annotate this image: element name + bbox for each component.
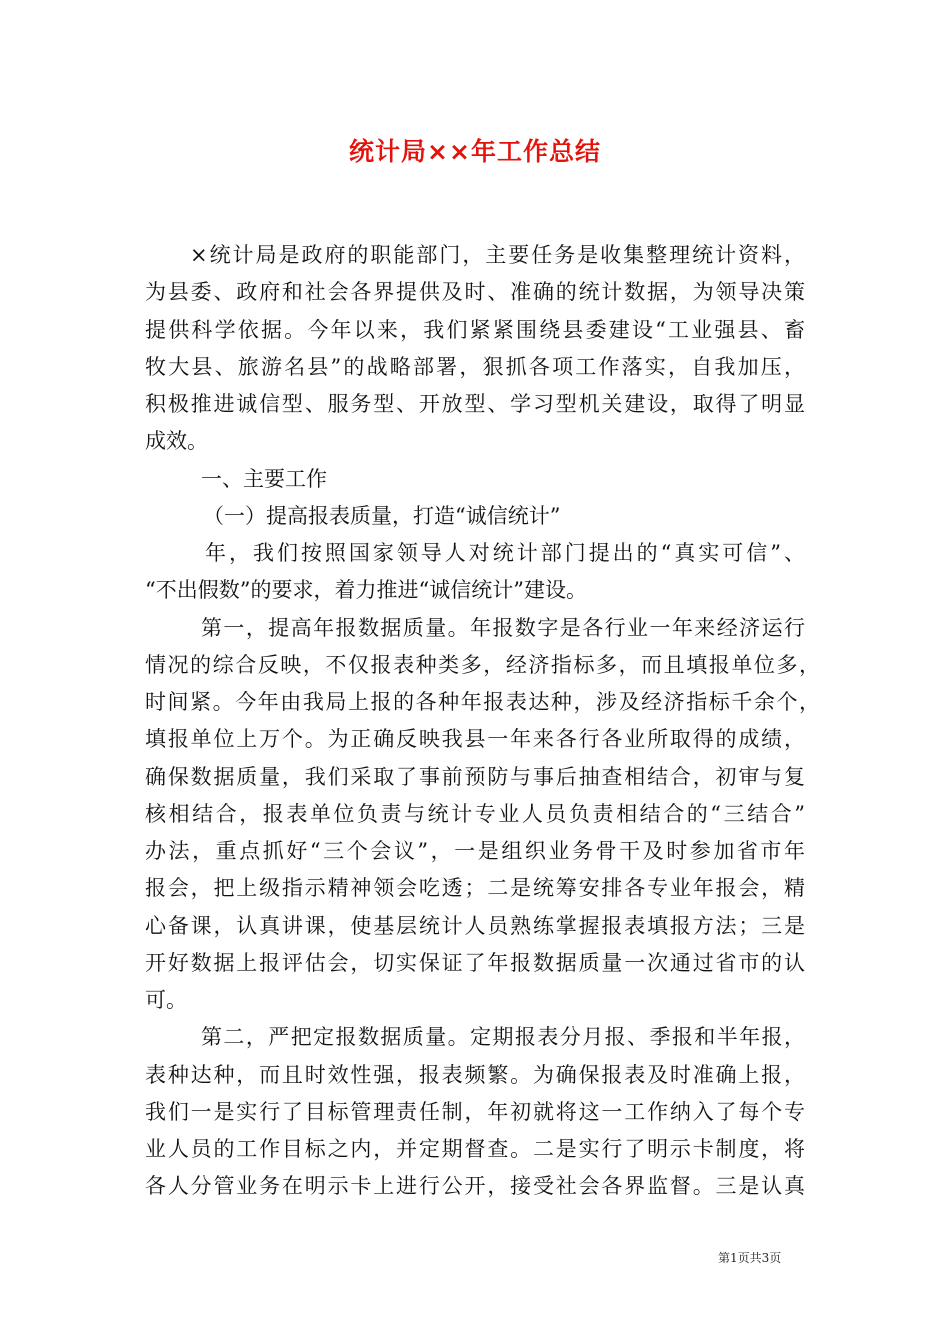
text-line: 确保数据质量，我们采取了事前预防与事后抽查相结合，初审与复: [145, 764, 805, 789]
text-line: 报会，把上级指示精神领会吃透；二是统筹安排各专业年报会，精: [145, 876, 805, 901]
text-line: 成效。: [145, 429, 208, 454]
text-line: 时间紧。今年由我局上报的各种年报表达种，涉及经济指标千余个，: [145, 690, 820, 714]
text-line: 核相结合，报表单位负责与统计专业人员负责相结合的“三结合”: [145, 801, 805, 826]
subsection-heading: （一）提高报表质量，打造“诚信统计”: [203, 503, 561, 528]
text-line: 牧大县、旅游名县”的战略部署，狠抓各项工作落实，自我加压，: [145, 354, 805, 379]
text-line: 情况的综合反映，不仅报表种类多，经济指标多，而且填报单位多，: [145, 652, 820, 677]
document-body: [145, 237, 820, 1206]
text-line: 开好数据上报评估会，切实保证了年报数据质量一次通过省市的认: [145, 950, 805, 975]
text-line: 积极推进诚信型、服务型、开放型、学习型机关建设，取得了明显: [145, 392, 805, 416]
text-line: 第一，提高年报数据质量。年报数字是各行业一年来经济运行: [201, 615, 805, 640]
text-line: 我们一是实行了目标管理责任制，年初就将这一工作纳入了每个专: [145, 1099, 805, 1124]
section-heading: 一、主要工作: [201, 466, 327, 491]
text-line: 年，我们按照国家领导人对统计部门提出的“真实可信”、: [205, 541, 805, 565]
text-line: “不出假数”的要求，着力推进“诚信统计”建设。: [145, 578, 587, 603]
text-line: 可。: [145, 988, 187, 1012]
text-line: 各人分管业务在明示卡上进行公开，接受社会各界监督。三是认真: [145, 1174, 805, 1199]
text-line: 第二，严把定报数据质量。定期报表分月报、季报和半年报，: [201, 1025, 805, 1050]
text-line: 办法，重点抓好“三个会议”，一是组织业务骨干及时参加省市年: [145, 839, 805, 863]
text-line: 填报单位上万个。为正确反映我县一年来各行各业所取得的成绩，: [145, 727, 805, 752]
text-line: 提供科学依据。今年以来，我们紧紧围绕县委建设“工业强县、畜: [145, 317, 805, 342]
page-number: 第1页共3页: [718, 1251, 782, 1265]
text-line: ×统计局是政府的职能部门，主要任务是收集整理统计资料，: [190, 243, 805, 267]
text-line: 为县委、政府和社会各界提供及时、准确的统计数据，为领导决策: [145, 280, 805, 305]
text-line: 业人员的工作目标之内，并定期督查。二是实行了明示卡制度，将: [145, 1137, 805, 1161]
document-title: 统计局××年工作总结: [349, 137, 601, 166]
text-line: 表种达种，而且时效性强，报表频繁。为确保报表及时准确上报，: [145, 1062, 805, 1087]
text-line: 心备课，认真讲课，使基层统计人员熟练掌握报表填报方法；三是: [145, 913, 805, 938]
